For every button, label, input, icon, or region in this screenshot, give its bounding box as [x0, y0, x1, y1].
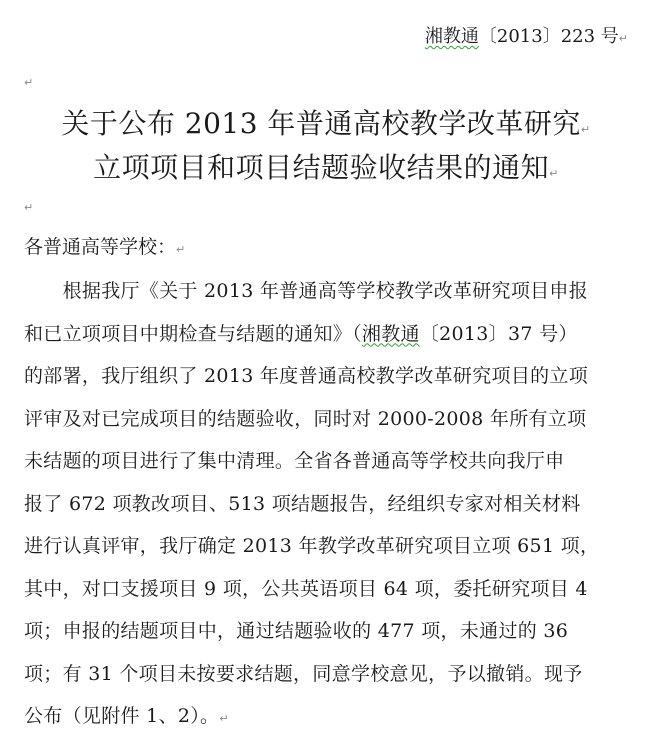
paragraph-mark-icon: ↵ — [24, 201, 34, 214]
body-line: 公布（见附件 1、2）。↵ — [24, 705, 229, 727]
paragraph-mark-icon: ↵ — [580, 123, 591, 136]
doc-number-rest: 〔2013〕223 号 — [478, 26, 619, 47]
document-title-line-2: 立项项目和项目结题验收结果的通知↵ — [93, 151, 559, 184]
body-line: 的部署，我厅组织了 2013 年度普通高校教学改革研究项目的立项 — [24, 365, 589, 387]
body-paragraph — [24, 270, 628, 741]
paragraph-mark-icon: ↵ — [24, 76, 34, 89]
body-line: 和已立项项目中期检查与结题的通知》（湘教通〔2013〕37 号） — [24, 322, 578, 345]
paragraph-mark-icon: ↵ — [176, 243, 186, 256]
body-line: 进行认真评审，我厅确定 2013 年教学改革研究项目立项 651 项， — [24, 535, 600, 557]
document-title-line-1: 关于公布 2013 年普通高校教学改革研究↵ — [61, 107, 591, 140]
body-line: 报了 672 项教改项目、513 项结题报告，经组织专家对相关材料 — [24, 492, 581, 515]
body-line: 未结题的项目进行了集中清理。全省各普通高等学校共向我厅申 — [24, 450, 565, 472]
body-line: 其中，对口支援项目 9 项，公共英语项目 64 项，委托研究项目 4 — [24, 577, 588, 600]
body-line: 项；申报的结题项目中，通过结题验收的 477 项，未通过的 36 — [24, 620, 569, 642]
doc-reference: 湘教通 — [361, 322, 420, 345]
body-line: 项；有 31 个项目未按要求结题，同意学校意见，予以撤销。现予 — [24, 662, 583, 685]
body-line: 评审及对已完成项目的结题验收，同时对 2000-2008 年所有立项 — [24, 407, 587, 430]
paragraph-mark-icon: ↵ — [618, 32, 628, 45]
document-number — [425, 22, 628, 48]
paragraph-mark-icon: ↵ — [549, 167, 559, 180]
paragraph-mark-icon: ↵ — [219, 712, 229, 725]
body-line: 根据我厅《关于 2013 年普通高等学校教学改革研究项目申报 — [24, 280, 589, 302]
salutation: 各普通高等学校：↵ — [24, 236, 186, 258]
doc-number-prefix: 湘教通 — [424, 26, 479, 47]
